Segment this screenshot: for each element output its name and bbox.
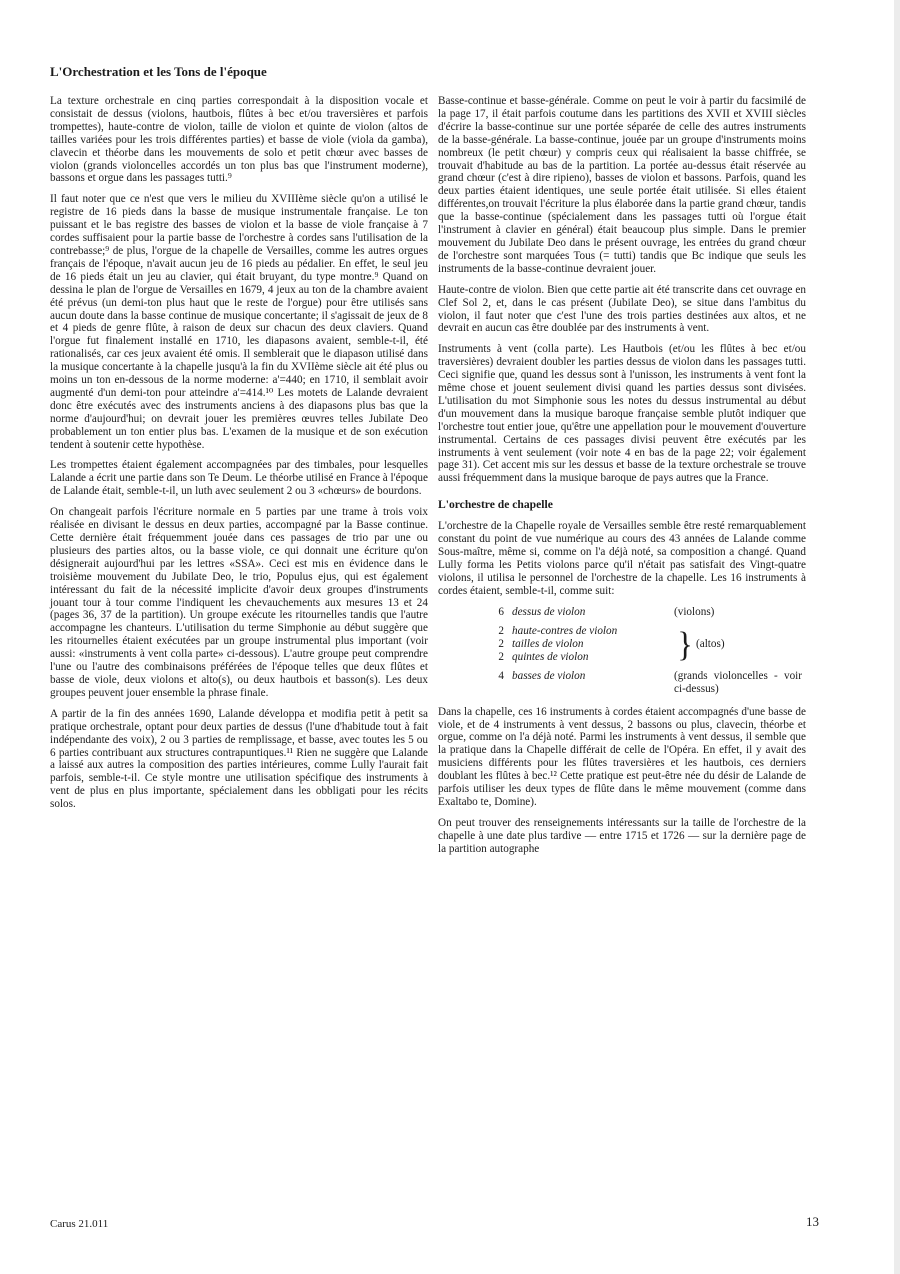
paragraph-trio: On changeait parfois l'écriture normale en 5 parties par une trame à trois voix réalisée en divisant le dessus en deux parties, accompagné par la Basse continue. Cette dernière était fréquemment jouée dans ces passages de trio par une ou plusieurs des parties altos, ou la basse viole, ce qui donnait une écriture qu'on désignerait aujourd'hui par les lettres «SSA». Ceci est mis en évidence dans le troisième mouvement du Jubilate Deo, le trio, Populus ejus, qui est également intéressant du fait de la nécessité implicite d'avoir deux groupes d'instruments jouant tour à tour comme l'indiquent les chevauchements aux mesures 13 et 24 (pages 36, 37 de la partition). Un groupe exécute les ritournelles tandis que l'autre accompagne les chanteurs. L'utilisation du terme Simphonie au début suggère que les ritournelles étaient exécutées par un groupe instrumental plus important (voir aussi: «instruments à vent colla parte» ci-dessous). L'autre groupe peut comprendre l'une ou l'autre des combinaisons préférées de l'époque telles que deux flûtes et basse de viole, deux violons et alto(s), ou deux hautbois et basson(s). Les deux groupes peuvent jouer ensemble la phrase finale. [50, 506, 428, 699]
paragraph-basse-continue: Basse-continue et basse-générale. Comme on peut le voir à partir du facsimilé de la page 17, il était parfois coutume dans les partitions des XVII et XVIII siècles d'écrire la basse-continue sur une portée séparée de celle des autres instruments de la basse-générale. La basse-continue, jouée par un groupe d'instruments moins nombreux (le petit chœur) y compris ceux qui réalisaient la basse chiffrée, se trouvait d'habitude au bas de la partition. La portée au-dessus était réservée au grand chœur (c'est à dire ripieno), basses de violon et bassons. Parfois, quand les deux parties étaient identiques, une seule portée était utilisée. Si elles étaient différentes,on trouvait l'écriture la plus élaborée dans la partie grand chœur, tandis que la basse-continue (spécialement dans les passages tutti où l'orgue était l'instrument à clavier en général) était beaucoup plus simple. Dans le premier mouvement du Jubilate Deo dans le présent ouvrage, les entrées du grand chœur de l'orchestre sont marquées Tous (= tutti) tandis que Bc indique que seuls les instruments de la basse-continue devraient jouer. [438, 95, 806, 275]
list-note: (violons) [674, 605, 715, 618]
list-note: (grands violoncelles - voir ci-dessus) [674, 669, 802, 695]
list-count: 6 [498, 605, 504, 618]
paragraph-16-pieds: Il faut noter que ce n'est que vers le milieu du XVIIIème siècle qu'on a utilisé le registre de 16 pieds dans la basse de musique instrumentale française. Le ton puissant et le bas registre des basses de violon et la basse de viole française à 7 cordes suffisaient pour la partie basse de l'orchestre à cordes sans l'utilisation de la contrebasse;⁹ de plus, l'orgue de la chapelle de Versailles, comme les autres orgues français de l'époque, n'avait aucun jeu de 16 pieds au pédalier. En effet, le seul jeu de 16 pieds était un jeu au clavier, qui était bruyant, du type montre.⁹ Quand on dessina le plan de l'orgue de Versailles en 1679, 4 jeux au ton de la chambre avaient été prévus (un demi-ton plus haut que le reste de l'orgue) pour être utilisés sans aucun doute dans la basse continue de musique concertante; il s'agissait de jeux de 8 et 4 pieds de genre flûte, à raison de deux sur chacun des deux claviers. Quand l'orgue fut finalement installé en 1710, les diapasons avaient, semble-t-il, été rationalisés, car ces jeux avaient été omis. Il semblerait que le diapason utilisé dans la musique concertante à la chapelle jusqu'à la fin du XVIIème siècle ait été plus ou moins un ton en-dessous de la norme moderne: a'=440; en 1710, il semblait avoir augmenté d'un demi-ton pour atteindre a'=414.¹⁰ Les motets de Lalande devraient donc être exécutés avec des instruments anciens à des diapasons plus bas que la norme d'aujourd'hui; on devrait jouer les premières œuvres telles Jubilate Deo probablement un ton entier plus bas. L'examen de la musique et de son exécution tendent à soutenir cette hypothèse. [50, 193, 428, 451]
list-item [438, 606, 806, 619]
list-count: 2 [498, 637, 504, 650]
list-note: (altos) [696, 637, 725, 650]
paragraph-taille-orchestre: On peut trouver des renseignements intéressants sur la taille de l'orchestre de la chapelle à une date plus tardive — entre 1715 et 1726 — sur la dernière page de la partition autographe [438, 816, 806, 855]
list-instrument: quintes de violon [512, 650, 589, 663]
list-count: 4 [498, 669, 504, 682]
page-edge [894, 0, 900, 1274]
paragraph-1690: A partir de la fin des années 1690, Lalande développa et modifia petit à petit sa pratique orchestrale, optant pour deux parties de dessus (l'une d'habitude tout à fait indépendante des voix), 2 ou 3 parties de remplissage, et basse, avec toutes les 5 ou 6 parties contribuant aux structures contrapuntiques.¹¹ Rien ne suggère que Lalande a laissé aux autres la composition des parties intérieures, comme Lully l'aurait fait parfois, semble-t-il. Ce style montre une utilisation spécifique des instruments à vent de plus en plus importante, spécialement dans les obbligati pour les récits solos. [50, 707, 428, 811]
list-item [438, 638, 674, 651]
list-count: 2 [498, 650, 504, 663]
list-instrument: basses de violon [512, 669, 586, 682]
section-heading-chapelle: L'orchestre de chapelle [438, 498, 553, 512]
list-item [438, 625, 674, 638]
list-instrument: dessus de violon [512, 605, 586, 618]
instrument-list [438, 606, 806, 696]
paragraph-chapelle-intro: L'orchestre de la Chapelle royale de Versailles semble être resté remarquablement constant du point de vue numérique au cours des 43 années de Lalande comme Sous-maître, même si, comme on l'a déjà noté, sa composition a changé. Quand Lully forma les Petits violons parce qu'il n'était pas satisfait des Vingt-quatre violons, il utilisa le personnel de l'orchestre de la chapelle. Les 16 instruments à cordes étaient, semble-t-il, comme suit: [438, 520, 806, 597]
footer-publisher: Carus 21.011 [50, 1218, 109, 1230]
paragraph-trompettes: Les trompettes étaient également accompagnées par des timbales, pour lesquelles Lalande a écrit une partie dans son Te Deum. Le théorbe utilisé en France à l'époque de Lalande était, semble-t-il, un luth avec seulement 2 ou 3 «chœurs» de bourdons. [50, 459, 428, 498]
paragraph-texture: La texture orchestrale en cinq parties correspondait à la disposition vocale et consistait de dessus (violons, hautbois, flûtes à bec et/ou traversières et parfois trompettes), haute-contre de violon, taille de violon et quinte de violon (altos de tailles variées pour les trois différentes parties) et basse de viole (viola da gamba), clavecin et théorbe dans les mouvements de solo et petit chœur avec basses de violon (grands violoncelles accordés un ton plus bas que l'instrument moderne), bassons et orgue dans les passages tutti.⁹ [50, 95, 428, 185]
paragraph-chapelle-instruments: Dans la chapelle, ces 16 instruments à cordes étaient accompagnés d'une basse de viole, et de 4 instruments à vent dessus, 2 bassons ou plus, clavecin, théorbe et orgue, comme on l'a déjà noté. Parmi les instruments à vent dessus, il semble que la pratique dans la Chapelle différait de celle de l'Opéra. En effet, il y avait des musiciens différents pour les flûtes traversières et les hautbois, ces derniers doublant les flûtes à bec.¹² Cette pratique est peut-être née du désir de Lalande de parfois utiliser les deux types de flûte dans le même mouvement (comme dans Exaltabo te, Domine). [438, 705, 806, 808]
paragraph-haute-contre: Haute-contre de violon. Bien que cette partie ait été transcrite dans cet ouvrage en Clef Sol 2, et, dans le cas présent (Jubilate Deo), se situe dans l'ambitus du violon, il faut noter que c'est l'une des trois parties destinées aux altos, et ne devrait en aucun cas être doublée par des instruments à vent. [438, 283, 806, 335]
right-brace-icon: } [677, 624, 693, 664]
right-column [438, 95, 806, 864]
list-instrument: tailles de violon [512, 637, 584, 650]
list-count: 2 [498, 624, 504, 637]
page-heading: L'Orchestration et les Tons de l'époque [50, 64, 267, 79]
left-column [50, 95, 428, 819]
list-item [438, 670, 806, 696]
page-number: 13 [806, 1214, 819, 1229]
alto-group [438, 625, 806, 664]
list-instrument: haute-contres de violon [512, 624, 618, 637]
list-item [438, 651, 674, 664]
paragraph-instruments-vent: Instruments à vent (colla parte). Les Hautbois (et/ou les flûtes à bec et/ou traversières) devraient doubler les parties dessus de violon dans les passages tutti. Ceci signifie que, quand les dessus sont à l'unisson, les instruments à vent font la même chose et jouent seulement divisi quand les parties dessus sont divisées. L'utilisation du mot Simphonie sous les notes du dessus instrumental au début d'un mouvement dans la musique baroque française semble plutôt indiquer que l'orchestre tout entier joue, qu'être une appellation pour le mouvement d'ouverture instrumental. Certains de ces passages divisi peuvent être exécutés par les instruments à vent seulement (voir note 4 en bas de la page 22; voir également page 31). Cet accent mis sur les dessus et basse de la texture orchestrale se trouve aussi fréquemment dans la musique baroque de pays autres que la France. [438, 343, 806, 485]
